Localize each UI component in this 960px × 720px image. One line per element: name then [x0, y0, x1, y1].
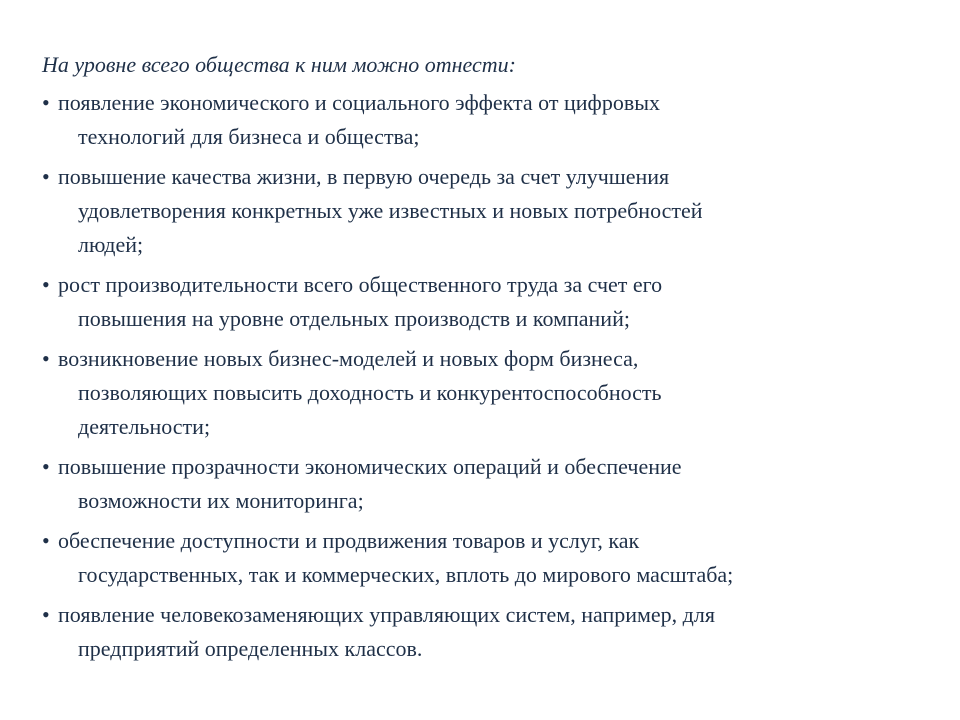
list-item-line: возможности их мониторинга; [78, 488, 364, 513]
list-item-text [58, 450, 942, 518]
list-item-line: рост производительности всего общественного труда за счет его [58, 272, 663, 297]
list-item [42, 342, 942, 444]
list-item-line: возникновение новых бизнес-моделей и новых форм бизнеса, [58, 346, 639, 371]
list-item-text [58, 342, 942, 444]
list-item-line: повышение прозрачности экономических операций и обеспечение [58, 454, 682, 479]
list-item [42, 524, 942, 592]
list-item-line: позволяющих повысить доходность и конкурентоспособность [78, 380, 662, 405]
bullet-icon: • [42, 90, 50, 115]
list-item-line: повышение качества жизни, в первую очередь за счет улучшения [58, 164, 670, 189]
list-item-line: людей; [78, 232, 144, 257]
list-item [42, 598, 942, 666]
list-item-line: технологий для бизнеса и общества; [78, 124, 420, 149]
list-item-line: государственных, так и коммерческих, вплоть до мирового масштаба; [78, 562, 734, 587]
bullet-list [42, 86, 942, 672]
list-item-text [58, 268, 942, 336]
bullet-icon: • [42, 454, 50, 479]
list-item-line: деятельности; [78, 414, 211, 439]
list-item-line: предприятий определенных классов. [78, 636, 423, 661]
list-item-line: появление экономического и социального эффекта от цифровых [58, 90, 660, 115]
bullet-icon: • [42, 528, 50, 553]
list-item-line: появление человекозаменяющих управляющих систем, например, для [58, 602, 715, 627]
bullet-icon: • [42, 602, 50, 627]
bullet-icon: • [42, 272, 50, 297]
list-item [42, 160, 942, 262]
list-item [42, 450, 942, 518]
list-item-text [58, 160, 942, 262]
list-item-text [58, 86, 942, 154]
list-item [42, 268, 942, 336]
list-item-line: обеспечение доступности и продвижения товаров и услуг, как [58, 528, 640, 553]
list-item-text [58, 598, 942, 666]
bullet-icon: • [42, 164, 50, 189]
bullet-icon: • [42, 346, 50, 371]
intro-heading: На уровне всего общества к ним можно отнести: [42, 52, 516, 77]
list-item-line: повышения на уровне отдельных производств и компаний; [78, 306, 630, 331]
list-item-text [58, 524, 942, 592]
list-item-line: удовлетворения конкретных уже известных и новых потребностей [78, 198, 703, 223]
list-item [42, 86, 942, 154]
